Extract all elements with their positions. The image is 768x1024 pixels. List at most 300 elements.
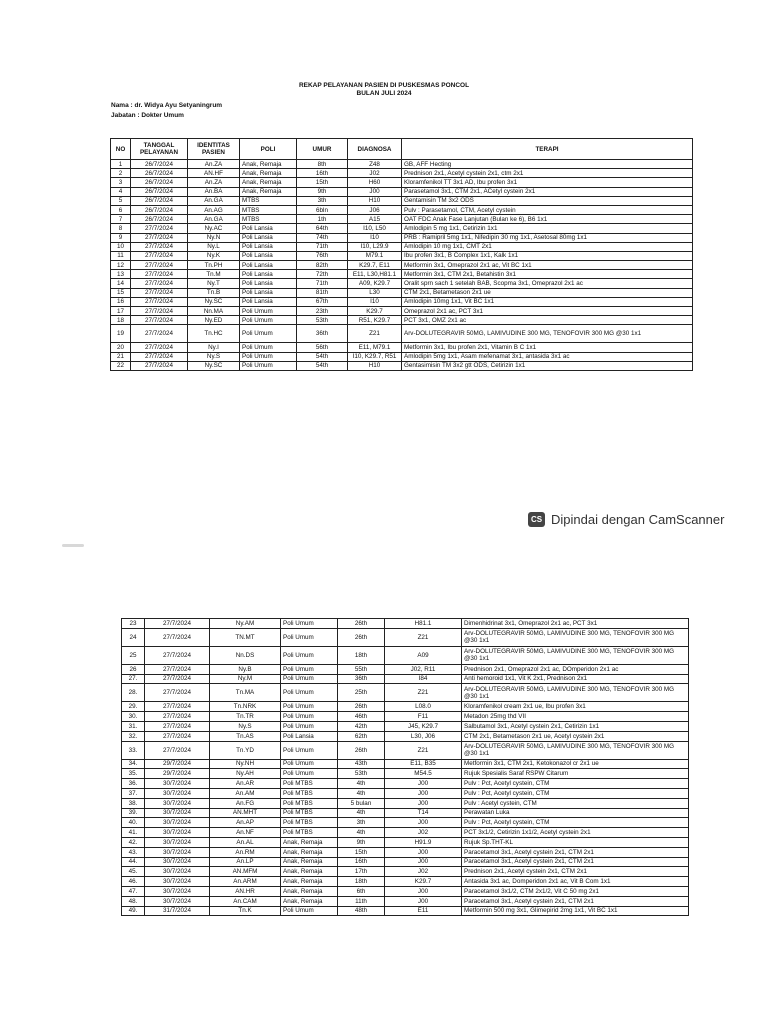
cell-umur: 18th xyxy=(338,877,385,887)
cell-poli: Poli Lansia xyxy=(240,224,297,233)
doctor-name: Nama : dr. Widya Ayu Setyaningrum xyxy=(111,102,223,109)
cell-diagnosa: K29.7, E11 xyxy=(348,261,402,270)
table-row xyxy=(111,178,693,187)
cell-terapi: Gentasimisin TM 3x2 gtt ODS, Cetirizin 1x1 xyxy=(402,361,693,370)
cell-poli: Poli Umum xyxy=(240,361,297,370)
column-header-no: NO xyxy=(111,139,131,160)
cell-identitas: AN.MHT xyxy=(210,808,281,818)
cell-umur: 3th xyxy=(338,818,385,828)
cell-no: 10 xyxy=(111,242,131,251)
cell-identitas: Tn.K xyxy=(210,906,281,916)
cell-terapi: PRB : Ramipril 5mg 1x1, Nifedipin 30 mg 1x1, Asetosal 80mg 1x1 xyxy=(402,233,693,242)
cell-identitas: Tn.HC xyxy=(188,325,240,343)
cell-poli: Poli Lansia xyxy=(240,242,297,251)
cell-no: 15 xyxy=(111,288,131,297)
cell-terapi: Anti hemoroid 1x1, Vit K 2x1, Prednison 2x1 xyxy=(462,674,689,684)
cell-diagnosa: E11 xyxy=(385,906,462,916)
cell-umur: 4th xyxy=(338,779,385,789)
cell-poli: Poli MTBS xyxy=(281,808,338,818)
cell-tanggal: 30/7/2024 xyxy=(145,779,210,789)
cell-no: 26 xyxy=(122,664,145,674)
document-title: REKAP PELAYANAN PASIEN DI PUSKESMAS PONCOL xyxy=(298,82,470,89)
cell-diagnosa: I10, K29.7, R51 xyxy=(348,352,402,361)
table-row xyxy=(122,857,689,867)
cell-no: 40. xyxy=(122,818,145,828)
column-header-tanggal: TANGGAL PELAYANAN xyxy=(131,139,188,160)
cell-no: 24 xyxy=(122,628,145,646)
cell-tanggal: 30/7/2024 xyxy=(145,818,210,828)
cell-identitas: Tn.MA xyxy=(210,684,281,702)
cell-poli: Poli Lansia xyxy=(240,279,297,288)
cell-tanggal: 30/7/2024 xyxy=(145,798,210,808)
cell-umur: 62th xyxy=(338,731,385,741)
table-row xyxy=(111,288,693,297)
cell-terapi: Salbutamol 3x1, Acetyl cystein 2x1, Cetirizin 1x1 xyxy=(462,721,689,731)
cell-diagnosa: E11, L30,H81.1 xyxy=(348,270,402,279)
cell-identitas: Nn.DS xyxy=(210,646,281,664)
table-row xyxy=(111,251,693,260)
cell-poli: Anak, Remaja xyxy=(240,187,297,196)
cell-terapi: Ibu profen 3x1, B Complex 1x1, Kalk 1x1 xyxy=(402,251,693,260)
cell-diagnosa: J02 xyxy=(348,169,402,178)
table-row xyxy=(111,270,693,279)
cell-tanggal: 27/7/2024 xyxy=(145,721,210,731)
cell-identitas: Tn.M xyxy=(188,270,240,279)
cell-poli: Poli Umum xyxy=(240,352,297,361)
cell-terapi: Omeprazol 2x1 ac, PCT 3x1 xyxy=(402,307,693,316)
cell-terapi: PCT 3x1, OMZ 2x1 ac xyxy=(402,316,693,325)
cell-terapi: Paracetamol 3x1, Acetyl cystein 2x1, CTM 2x1 xyxy=(462,857,689,867)
cell-umur: 9th xyxy=(338,837,385,847)
cell-no: 36. xyxy=(122,779,145,789)
cell-no: 35. xyxy=(122,769,145,779)
cell-tanggal: 30/7/2024 xyxy=(145,867,210,877)
cell-identitas: An.CAM xyxy=(210,896,281,906)
cell-identitas: Ny.S xyxy=(188,352,240,361)
cell-diagnosa: Z21 xyxy=(385,628,462,646)
cell-diagnosa: J00 xyxy=(385,779,462,789)
cell-terapi: Prednison 2x1, Omeprazol 2x1 ac, DOmperidon 2x1 ac xyxy=(462,664,689,674)
cell-diagnosa: H10 xyxy=(348,196,402,205)
cell-diagnosa: J00 xyxy=(385,818,462,828)
cell-poli: Anak, Remaja xyxy=(281,877,338,887)
cell-diagnosa: J00 xyxy=(385,788,462,798)
cell-no: 41. xyxy=(122,828,145,838)
cell-no: 3 xyxy=(111,178,131,187)
cell-umur: 16th xyxy=(297,169,348,178)
table-row xyxy=(122,674,689,684)
table-row xyxy=(122,712,689,722)
cell-no: 31. xyxy=(122,721,145,731)
cell-poli: Poli Lansia xyxy=(240,233,297,242)
scanner-label: Dipindai dengan CamScanner xyxy=(551,512,725,527)
cell-identitas: Nn.MA xyxy=(188,307,240,316)
cell-identitas: Ny.AH xyxy=(210,769,281,779)
cell-terapi: Parasetamol 3x1, CTM 2x1, ACetyl cystein 2x1 xyxy=(402,187,693,196)
cell-terapi: CTM 2x1, Betametason 2x1 ue, Acetyl cystein 2x1 xyxy=(462,731,689,741)
cell-poli: Poli Umum xyxy=(281,759,338,769)
table-row xyxy=(122,646,689,664)
cell-identitas: An.AM xyxy=(210,788,281,798)
cell-poli: Poli Lansia xyxy=(240,288,297,297)
cell-no: 39. xyxy=(122,808,145,818)
cell-identitas: An.GA xyxy=(188,215,240,224)
cell-tanggal: 27/7/2024 xyxy=(145,741,210,759)
table-row xyxy=(122,759,689,769)
table-row xyxy=(111,187,693,196)
cell-tanggal: 27/7/2024 xyxy=(131,288,188,297)
cell-identitas: An.GA xyxy=(188,196,240,205)
table-row xyxy=(122,867,689,877)
cell-diagnosa: A09, K29.7 xyxy=(348,279,402,288)
table-row xyxy=(122,721,689,731)
cell-tanggal: 27/7/2024 xyxy=(145,664,210,674)
cell-identitas: An.LP xyxy=(210,857,281,867)
cell-terapi: Amlodipin 10mg 1x1, Vit BC 1x1 xyxy=(402,297,693,306)
cell-diagnosa: T14 xyxy=(385,808,462,818)
cell-umur: 42th xyxy=(338,721,385,731)
cell-poli: Poli Umum xyxy=(281,628,338,646)
cell-tanggal: 27/7/2024 xyxy=(131,242,188,251)
cell-diagnosa: M79.1 xyxy=(348,251,402,260)
table-row xyxy=(122,886,689,896)
cell-tanggal: 30/7/2024 xyxy=(145,788,210,798)
cell-poli: Poli Lansia xyxy=(240,297,297,306)
cell-no: 20 xyxy=(111,343,131,352)
cell-no: 16 xyxy=(111,297,131,306)
cell-poli: Poli Lansia xyxy=(240,270,297,279)
cell-diagnosa: A15 xyxy=(348,215,402,224)
scan-smudge xyxy=(62,544,84,547)
cell-terapi: Arv-DOLUTEGRAVIR 50MG, LAMIVUDINE 300 MG, TENOFOVIR 300 MG @30 1x1 xyxy=(402,325,693,343)
cell-tanggal: 27/7/2024 xyxy=(145,702,210,712)
cell-no: 4 xyxy=(111,187,131,196)
cell-no: 49. xyxy=(122,906,145,916)
cell-identitas: AN.HR xyxy=(210,886,281,896)
cell-diagnosa: M54.5 xyxy=(385,769,462,779)
cell-identitas: An.ZA xyxy=(188,178,240,187)
cell-tanggal: 27/7/2024 xyxy=(131,297,188,306)
cell-umur: 17th xyxy=(338,867,385,877)
cell-no: 7 xyxy=(111,215,131,224)
cell-tanggal: 26/7/2024 xyxy=(131,160,188,169)
cell-terapi: GB, AFF Hecting xyxy=(402,160,693,169)
cell-identitas: AN.MFM xyxy=(210,867,281,877)
cell-tanggal: 27/7/2024 xyxy=(131,361,188,370)
table-row xyxy=(111,297,693,306)
cell-no: 25 xyxy=(122,646,145,664)
cell-terapi: Pulv : Pct, Acetyl cystein, CTM xyxy=(462,788,689,798)
cell-poli: Poli Umum xyxy=(281,646,338,664)
cell-terapi: Pulv : Acetyl cystein, CTM xyxy=(462,798,689,808)
cell-diagnosa: Z21 xyxy=(385,684,462,702)
cell-tanggal: 30/7/2024 xyxy=(145,877,210,887)
cell-tanggal: 27/7/2024 xyxy=(131,261,188,270)
cell-terapi: Pulv : Pct, Acetyl cystein, CTM xyxy=(462,818,689,828)
cell-diagnosa: J00 xyxy=(348,187,402,196)
cell-terapi: Dimenhidrinat 3x1, Omeprazol 2x1 ac, PCT 3x1 xyxy=(462,619,689,629)
cell-umur: 18th xyxy=(338,646,385,664)
cell-terapi: Metformin 500 mg 3x1, Glimepirid 2mg 1x1, Vit BC 1x1 xyxy=(462,906,689,916)
cell-terapi: Metformin 3x1, CTM 2x1, Ketokonazol cr 2x1 ue xyxy=(462,759,689,769)
cell-terapi: Kloramfenikol TT 3x1 AD, Ibu profen 3x1 xyxy=(402,178,693,187)
cell-umur: 36th xyxy=(338,674,385,684)
cell-poli: Anak, Remaja xyxy=(281,886,338,896)
cell-terapi: Pulv : Pct, Acetyl cystein, CTM xyxy=(462,779,689,789)
cell-poli: Poli Umum xyxy=(281,674,338,684)
cell-umur: 74th xyxy=(297,233,348,242)
cell-diagnosa: L30, J06 xyxy=(385,731,462,741)
cell-diagnosa: Z21 xyxy=(385,741,462,759)
cell-umur: 46th xyxy=(338,712,385,722)
cell-terapi: Amlodipin 10 mg 1x1, CMT 2x1 xyxy=(402,242,693,251)
cell-poli: Anak, Remaja xyxy=(240,160,297,169)
cell-umur: 54th xyxy=(297,352,348,361)
cell-umur: 26th xyxy=(338,619,385,629)
cell-umur: 26th xyxy=(338,702,385,712)
cell-tanggal: 26/7/2024 xyxy=(131,196,188,205)
cell-poli: Poli Umum xyxy=(240,307,297,316)
cell-no: 42. xyxy=(122,837,145,847)
cell-umur: 56th xyxy=(297,343,348,352)
cell-tanggal: 27/7/2024 xyxy=(145,619,210,629)
column-header-diagnosa: DIAGNOSA xyxy=(348,139,402,160)
cell-umur: 53th xyxy=(338,769,385,779)
cell-no: 12 xyxy=(111,261,131,270)
cell-identitas: Ny.S xyxy=(210,721,281,731)
table-row xyxy=(122,779,689,789)
cell-umur: 26th xyxy=(338,741,385,759)
cell-umur: 54th xyxy=(297,361,348,370)
cell-terapi: Rujuk Spesialis Saraf RSPW Citarum xyxy=(462,769,689,779)
cell-identitas: An.BA xyxy=(188,187,240,196)
table-row xyxy=(122,788,689,798)
cell-tanggal: 27/7/2024 xyxy=(131,352,188,361)
table-row xyxy=(111,325,693,343)
table-row xyxy=(122,818,689,828)
cell-diagnosa: K29.7 xyxy=(348,307,402,316)
cell-umur: 81th xyxy=(297,288,348,297)
cell-terapi: Prednison 2x1, Acetyl cystein 2x1, ctm 2x1 xyxy=(402,169,693,178)
patient-table-page-1 xyxy=(110,138,693,371)
cell-terapi: OAT FDC Anak Fase Lanjutan (Bulan ke 6), B6 1x1 xyxy=(402,215,693,224)
cell-terapi: Paracetamol 3x1, Acetyl cystein 2x1, CTM 2x1 xyxy=(462,896,689,906)
cell-terapi: Paracetamol 3x1/2, CTM 2x1/2, Vit C 50 mg 2x1 xyxy=(462,886,689,896)
cell-terapi: CTM 2x1, Betametason 2x1 ue xyxy=(402,288,693,297)
cell-diagnosa: A09 xyxy=(385,646,462,664)
table-row xyxy=(122,619,689,629)
cell-diagnosa: J00 xyxy=(385,886,462,896)
cell-terapi: Perawatan Luka xyxy=(462,808,689,818)
cell-terapi: Rujuk Sp.THT-KL xyxy=(462,837,689,847)
column-header-terapi: TERAPI xyxy=(402,139,693,160)
cell-diagnosa: J00 xyxy=(385,896,462,906)
cell-poli: Poli Lansia xyxy=(240,261,297,270)
cell-terapi: Gentamisin TM 3x2 ODS xyxy=(402,196,693,205)
cell-umur: 67th xyxy=(297,297,348,306)
document-subtitle: BULAN JULI 2024 xyxy=(356,90,412,97)
cell-umur: 6th xyxy=(338,886,385,896)
cell-identitas: An.FG xyxy=(210,798,281,808)
cell-no: 14 xyxy=(111,279,131,288)
table-row xyxy=(122,906,689,916)
cell-identitas: Ny.NH xyxy=(210,759,281,769)
cell-tanggal: 26/7/2024 xyxy=(131,178,188,187)
cell-poli: Poli Lansia xyxy=(240,251,297,260)
cell-no: 47. xyxy=(122,886,145,896)
cell-no: 29. xyxy=(122,702,145,712)
cell-tanggal: 27/7/2024 xyxy=(145,731,210,741)
cell-tanggal: 27/7/2024 xyxy=(131,279,188,288)
cell-diagnosa: H10 xyxy=(348,361,402,370)
table-row xyxy=(111,242,693,251)
cell-diagnosa: J02 xyxy=(385,867,462,877)
cell-identitas: Ny.T xyxy=(188,279,240,288)
cell-no: 23 xyxy=(122,619,145,629)
cell-terapi: Arv-DOLUTEGRAVIR 50MG, LAMIVUDINE 300 MG, TENOFOVIR 300 MG @30 1x1 xyxy=(462,741,689,759)
cell-poli: Poli Umum xyxy=(281,712,338,722)
cell-poli: Poli Umum xyxy=(281,721,338,731)
table-row xyxy=(122,798,689,808)
cell-poli: Poli Umum xyxy=(281,769,338,779)
cell-diagnosa: E11, M79.1 xyxy=(348,343,402,352)
cell-identitas: Tn.NRK xyxy=(210,702,281,712)
cell-terapi: Metformin 3x1, CTM 2x1, Betahistin 3x1 xyxy=(402,270,693,279)
cell-umur: 1th xyxy=(297,215,348,224)
cell-no: 30. xyxy=(122,712,145,722)
cell-identitas: Ny.AM xyxy=(210,619,281,629)
cell-umur: 55th xyxy=(338,664,385,674)
cell-terapi: Amlodipin 5mg 1x1, Asam mefenamat 3x1, antasida 3x1 ac xyxy=(402,352,693,361)
cell-poli: MTBS xyxy=(240,215,297,224)
cell-identitas: TN.MT xyxy=(210,628,281,646)
cell-no: 38. xyxy=(122,798,145,808)
cell-tanggal: 27/7/2024 xyxy=(131,270,188,279)
cell-no: 27. xyxy=(122,674,145,684)
cell-tanggal: 27/7/2024 xyxy=(131,343,188,352)
cell-poli: Poli Lansia xyxy=(281,731,338,741)
cell-tanggal: 27/7/2024 xyxy=(145,646,210,664)
cell-diagnosa: J00 xyxy=(385,798,462,808)
cell-terapi: Arv-DOLUTEGRAVIR 50MG, LAMIVUDINE 300 MG, TENOFOVIR 300 MG @30 1x1 xyxy=(462,684,689,702)
table-row xyxy=(122,877,689,887)
table-row xyxy=(111,343,693,352)
cell-diagnosa: Z48 xyxy=(348,160,402,169)
table-row xyxy=(122,837,689,847)
table-row xyxy=(111,307,693,316)
cell-identitas: Ny.K xyxy=(188,251,240,260)
cell-no: 13 xyxy=(111,270,131,279)
cell-umur: 76th xyxy=(297,251,348,260)
cell-identitas: Tn.B xyxy=(188,288,240,297)
cell-umur: 16th xyxy=(338,857,385,867)
table-row xyxy=(111,215,693,224)
cell-diagnosa: I10, L50 xyxy=(348,224,402,233)
cell-tanggal: 31/7/2024 xyxy=(145,906,210,916)
table-row xyxy=(122,769,689,779)
cell-umur: 15th xyxy=(338,847,385,857)
cell-identitas: Ny.ED xyxy=(188,316,240,325)
table-row xyxy=(111,261,693,270)
cell-tanggal: 30/7/2024 xyxy=(145,847,210,857)
cell-diagnosa: K29.7 xyxy=(385,877,462,887)
cell-poli: Poli MTBS xyxy=(281,788,338,798)
cell-identitas: An.AP xyxy=(210,818,281,828)
cell-identitas: Ny.B xyxy=(210,664,281,674)
cell-no: 37. xyxy=(122,788,145,798)
cell-tanggal: 27/7/2024 xyxy=(145,684,210,702)
cell-poli: Anak, Remaja xyxy=(281,867,338,877)
cell-diagnosa: E11, B35 xyxy=(385,759,462,769)
column-header-identitas: IDENTITAS PASIEN xyxy=(188,139,240,160)
cell-poli: Anak, Remaja xyxy=(240,169,297,178)
cell-identitas: Ny.SC xyxy=(188,361,240,370)
cell-tanggal: 30/7/2024 xyxy=(145,886,210,896)
cell-poli: MTBS xyxy=(240,205,297,214)
cell-diagnosa: J02, R11 xyxy=(385,664,462,674)
cell-umur: 9th xyxy=(297,187,348,196)
cell-umur: 4th xyxy=(338,828,385,838)
cell-poli: Anak, Remaja xyxy=(281,857,338,867)
cell-terapi: Paracetamol 3x1, Acetyl cystein 2x1, CTM 2x1 xyxy=(462,847,689,857)
cell-diagnosa: J00 xyxy=(385,857,462,867)
cell-umur: 8th xyxy=(297,160,348,169)
cell-umur: 43th xyxy=(338,759,385,769)
cell-no: 9 xyxy=(111,233,131,242)
cell-umur: 36th xyxy=(297,325,348,343)
cell-tanggal: 27/7/2024 xyxy=(131,251,188,260)
cell-no: 1 xyxy=(111,160,131,169)
cell-umur: 53th xyxy=(297,316,348,325)
cell-identitas: Ny.AC xyxy=(188,224,240,233)
cell-tanggal: 27/7/2024 xyxy=(131,233,188,242)
table-row xyxy=(111,224,693,233)
cell-umur: 4th xyxy=(338,808,385,818)
cell-terapi: Metformin 3x1, Ibu profen 2x1, Vitamin B C 1x1 xyxy=(402,343,693,352)
cell-umur: 82th xyxy=(297,261,348,270)
cell-poli: Anak, Remaja xyxy=(281,896,338,906)
cell-tanggal: 30/7/2024 xyxy=(145,828,210,838)
cell-terapi: Arv-DOLUTEGRAVIR 50MG, LAMIVUDINE 300 MG, TENOFOVIR 300 MG @30 1x1 xyxy=(462,646,689,664)
cell-tanggal: 27/7/2024 xyxy=(145,712,210,722)
cell-poli: MTBS xyxy=(240,196,297,205)
cell-diagnosa: H91.9 xyxy=(385,837,462,847)
cell-poli: Poli MTBS xyxy=(281,828,338,838)
cell-poli: Poli MTBS xyxy=(281,818,338,828)
cell-terapi: Amlodipin 5 mg 1x1, Cetirizin 1x1 xyxy=(402,224,693,233)
cell-tanggal: 27/7/2024 xyxy=(131,325,188,343)
cell-poli: Anak, Remaja xyxy=(281,837,338,847)
table-row xyxy=(122,847,689,857)
cell-umur: 71th xyxy=(297,242,348,251)
cell-poli: Poli Umum xyxy=(240,325,297,343)
table-row xyxy=(122,664,689,674)
cell-tanggal: 26/7/2024 xyxy=(131,205,188,214)
cell-identitas: Ny.L xyxy=(188,242,240,251)
cell-identitas: Ny.SC xyxy=(188,297,240,306)
cell-no: 5 xyxy=(111,196,131,205)
cell-poli: Poli MTBS xyxy=(281,798,338,808)
cell-diagnosa: J06 xyxy=(348,205,402,214)
cell-no: 33. xyxy=(122,741,145,759)
cell-identitas: Ny.I xyxy=(188,343,240,352)
table-row xyxy=(122,896,689,906)
cell-identitas: An.NF xyxy=(210,828,281,838)
cell-umur: 25th xyxy=(338,684,385,702)
cell-no: 6 xyxy=(111,205,131,214)
cell-diagnosa: H81.1 xyxy=(385,619,462,629)
cell-no: 34. xyxy=(122,759,145,769)
